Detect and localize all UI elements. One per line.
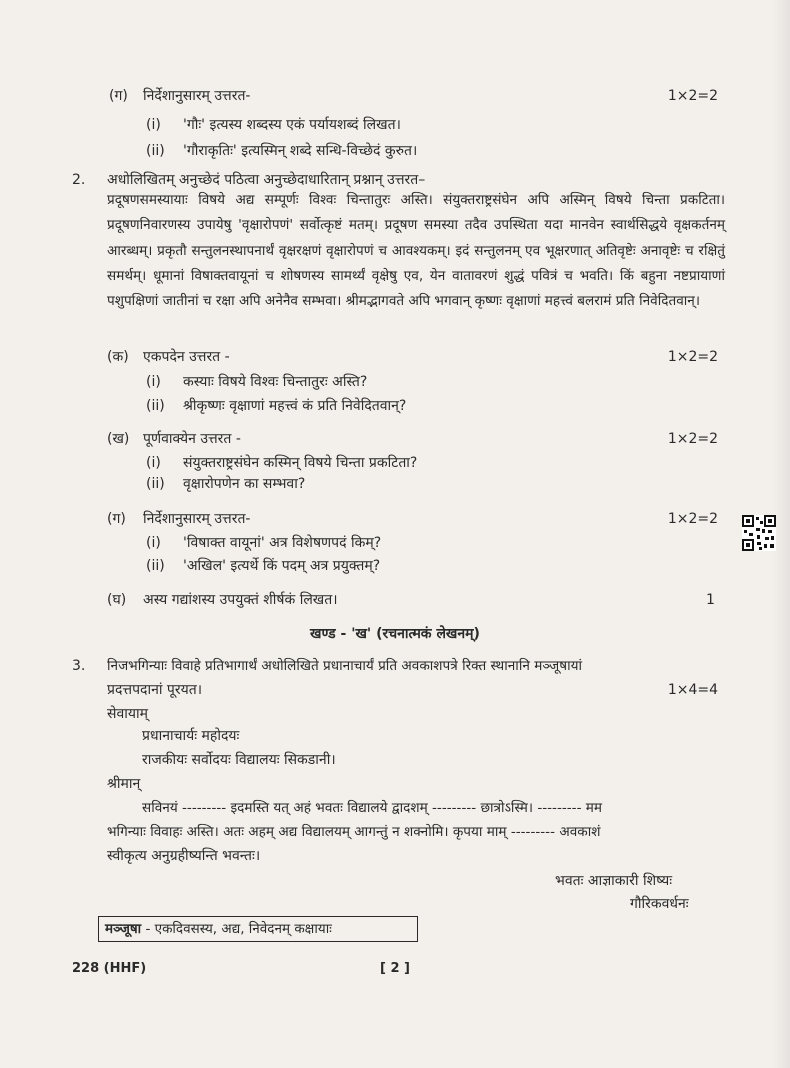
q2-ka-label: (क)	[107, 349, 129, 365]
q2-ka-title: एकपदेन उत्तरत -	[143, 349, 230, 365]
q1-ga-title: निर्देशानुसारम् उत्तरत-	[143, 88, 251, 104]
q2-ka-item2-text: श्रीकृष्णः वृक्षाणां महत्त्वं कं प्रति निवेदितवान्?	[183, 398, 407, 414]
q2-ka-item1-text: कस्याः विषये विश्वः चिन्तातुरः अस्ति?	[183, 374, 368, 390]
q2-ka-item1-no: (i)	[146, 374, 161, 390]
q2-ga-item1-no: (i)	[146, 535, 161, 551]
word-box-label: मञ्जूषा	[105, 921, 142, 937]
q3-instruction-line2: प्रदत्तपदानां पूरयत।	[107, 682, 203, 698]
section-heading: खण्ड - 'ख' (रचनात्मकं लेखनम्)	[310, 626, 480, 642]
q3-marks: 1×4=4	[667, 682, 718, 698]
paper-code: 228 (HHF)	[72, 961, 147, 976]
q2-kha-item1-no: (i)	[146, 455, 161, 471]
q2-kha-item2-text: वृक्षारोपणेन का सम्भवा?	[183, 476, 306, 492]
letter-body-line3: स्वीकृत्य अनुग्रहीष्यन्ति भवन्तः।	[107, 848, 261, 864]
word-box-words: - एकदिवसस्य, अद्य, निवेदनम् कक्षायाः	[145, 921, 332, 937]
qr-code-icon	[742, 515, 776, 551]
q2-instruction: अधोलिखितम् अनुच्छेदं पठित्वा अनुच्छेदाधारितान् प्रश्नान् उत्तरत–	[107, 172, 426, 188]
letter-body-line1: सविनयं --------- इदमस्ति यत् अहं भवतः विद्यालये द्वादशम् --------- छात्रोऽस्मि। --------- मम	[142, 800, 603, 816]
letter-salutation: सेवायाम्	[107, 706, 148, 722]
letter-signature: गौरिकवर्धनः	[630, 896, 689, 912]
q2-kha-item2-no: (ii)	[146, 476, 165, 492]
q2-kha-item1-text: संयुक्तराष्ट्रसंघेन कस्मिन् विषये चिन्ता प्रकटिता?	[183, 455, 418, 471]
q2-gha-marks: 1	[706, 592, 715, 608]
q2-ga-item2-no: (ii)	[146, 558, 165, 574]
q1-ga-item2-text: 'गौराकृतिः' इत्यस्मिन् शब्दे सन्धि-विच्छेदं कुरुत।	[183, 143, 418, 159]
q2-gha-label: (घ)	[107, 592, 127, 608]
q2-ga-item1-text: 'विषाक्त वायूनां' अत्र विशेषणपदं किम्?	[183, 535, 382, 551]
letter-address-line1: प्रधानाचार्यः महोदयः	[142, 728, 240, 744]
q1-ga-item1-no: (i)	[146, 117, 161, 133]
page-number: [ 2 ]	[380, 961, 410, 976]
q2-kha-marks: 1×2=2	[667, 431, 718, 447]
q2-kha-label: (ख)	[107, 431, 130, 447]
letter-address-line2: राजकीयः सर्वोदयः विद्यालयः सिकडानी।	[142, 752, 336, 768]
q2-ka-item2-no: (ii)	[146, 398, 165, 414]
q2-ka-marks: 1×2=2	[667, 349, 718, 365]
q2-ga-item2-text: 'अखिल' इत्यर्थे किं पदम् अत्र प्रयुक्तम्?	[183, 558, 381, 574]
q3-number: 3.	[72, 658, 86, 674]
q1-ga-item1-text: 'गौः' इत्यस्य शब्दस्य एकं पर्यायशब्दं लिखत।	[183, 117, 401, 133]
q1-ga-marks: 1×2=2	[667, 88, 718, 104]
page-edge-shadow	[772, 0, 790, 1068]
q2-kha-title: पूर्णवाक्येन उत्तरत -	[143, 431, 241, 447]
q1-ga-item2-no: (ii)	[146, 143, 165, 159]
q2-passage: प्रदूषणसमस्यायाः विषये अद्य सम्पूर्णः विश्वः चिन्तातुरः अस्ति। संयुक्तराष्ट्रसंघेन अपि अस्मिन् विषये चिन्ता प्रकटिता। प्रदूषणनिवारणस्य उपायेषु 'वृक्षारोपणं' सर्वोत्कृष्टं मतम्। प्रदूषण समस्या तदैव उपस्थिता यदा मानवेन स्वार्थसिद्धये वृक्षकर्तनम् आरब्धम्। प्रकृतौ सन्तुलनस्थापनार्थं वृक्षरक्षणं वृक्षारोपणं च आवश्यकम्। इदं सन्तुलनम् एव भूक्षरणात् अतिवृष्टेः अनावृष्टेः च रक्षितुं समर्थम्। धूमानां विषाक्तवायूनां च शोषणस्य सामर्थ्यं वृक्षेषु एव, येन वातावरणं शुद्धं पवित्रं च भवति। किं बहुना नष्टप्रायाणां पशुपक्षिणां जातीनां च रक्षा अपि अनेनैव सम्भवा। श्रीमद्भागवते अपि भगवान् कृष्णः वृक्षाणां महत्त्वं बलरामं प्रति निवेदितवान्।	[107, 192, 725, 310]
letter-greeting: श्रीमान्	[107, 776, 141, 792]
letter-closing: भवतः आज्ञाकारी शिष्यः	[555, 873, 673, 889]
letter-body-line2: भगिन्याः विवाहः अस्ति। अतः अहम् अद्य विद्यालयम् आगन्तुं न शक्नोमि। कृपया माम् --------- अवकाशं	[107, 824, 601, 840]
q2-ga-label: (ग)	[107, 511, 126, 527]
q2-gha-title: अस्य गद्यांशस्य उपयुक्तं शीर्षकं लिखत।	[143, 592, 338, 608]
q2-number: 2.	[72, 172, 86, 188]
word-box	[98, 916, 418, 942]
q2-ga-marks: 1×2=2	[667, 511, 718, 527]
q3-instruction-line1: निजभगिन्याः विवाहे प्रतिभागार्थं अधोलिखिते प्रधानाचार्यं प्रति अवकाशपत्रे रिक्त स्थानानि मञ्जूषायां	[107, 658, 583, 674]
q2-ga-title: निर्देशानुसारम् उत्तरत-	[143, 511, 251, 527]
q1-ga-label: (ग)	[109, 88, 128, 104]
